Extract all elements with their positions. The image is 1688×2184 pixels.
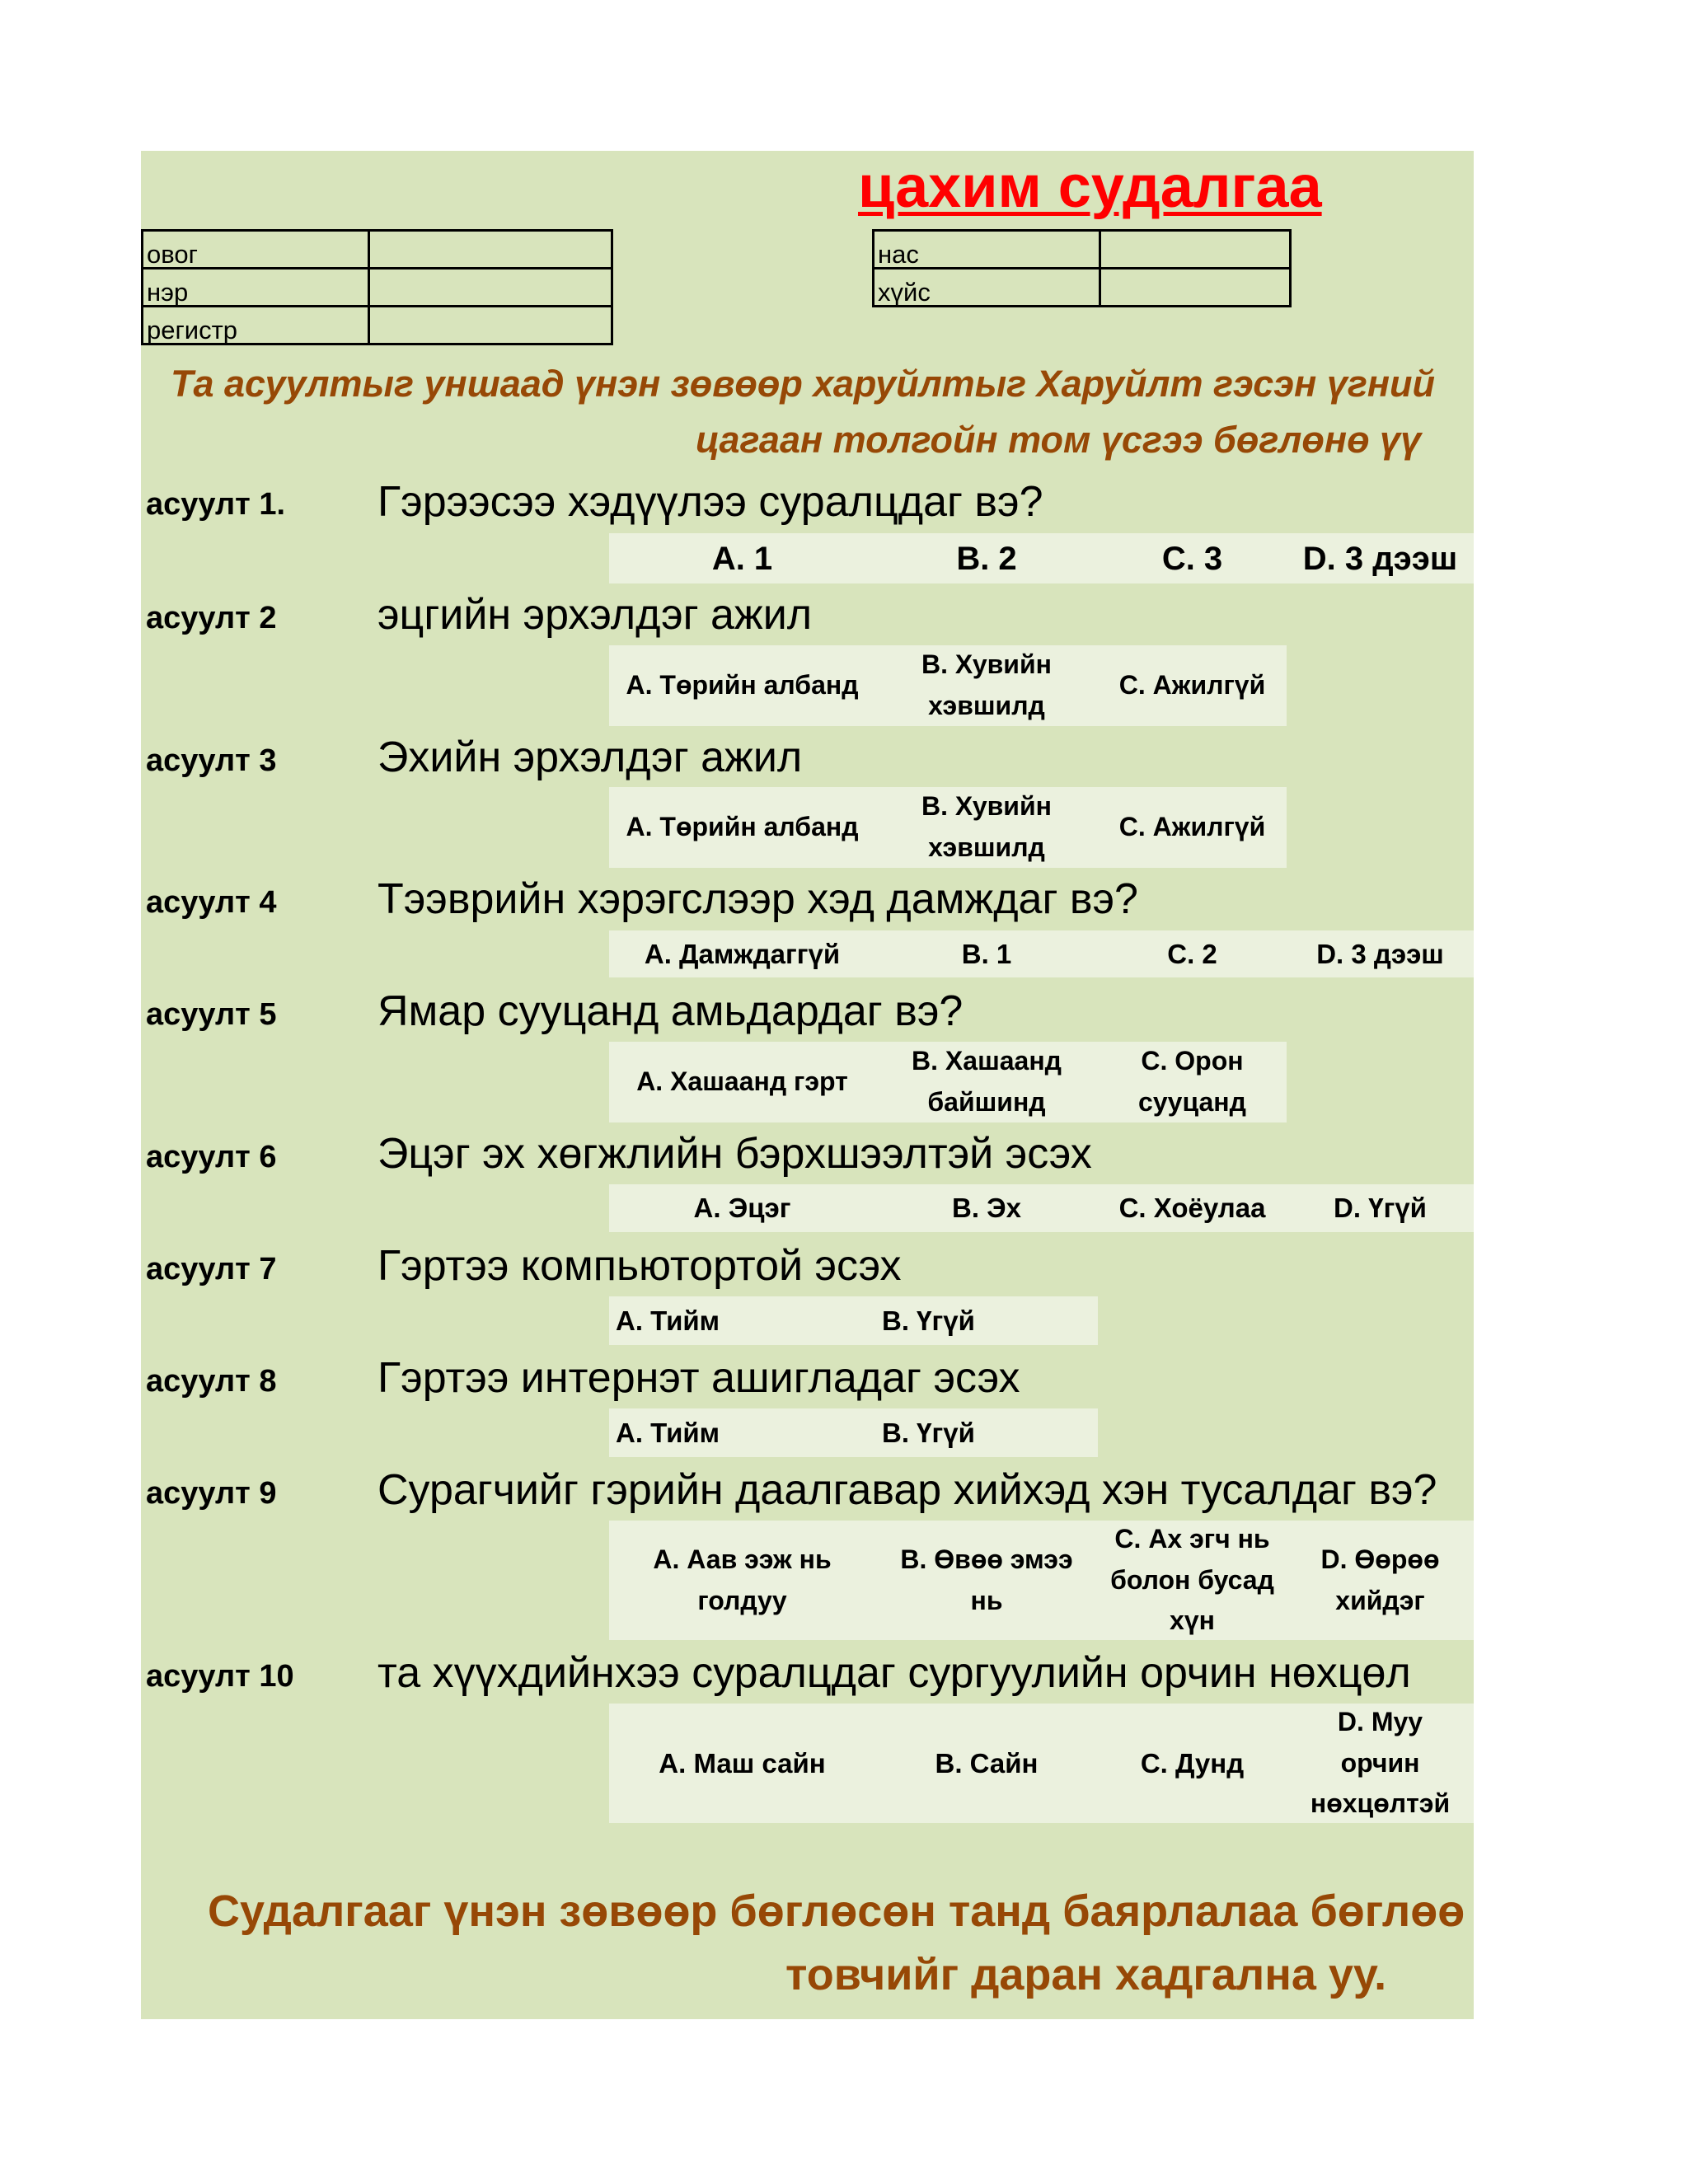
info-value-field[interactable] [369, 307, 612, 344]
option-c[interactable]: С. Ах эгч нь болон бусад хүн [1110, 1524, 1274, 1636]
question-7-label: асуулт 7 [146, 1252, 277, 1286]
info-label: регистр [143, 307, 369, 344]
option-b[interactable]: В. Үгүй [882, 1305, 975, 1336]
question-5-options [609, 1042, 1287, 1122]
option-b[interactable]: В. 1 [961, 938, 1012, 969]
info-row-khuis [874, 269, 1291, 307]
info-row-nas [874, 231, 1291, 269]
question-10-options [609, 1704, 1474, 1823]
info-value-field[interactable] [1100, 231, 1291, 269]
question-5-text: Ямар сууцанд амьдардаг вэ? [377, 987, 964, 1035]
option-d[interactable]: D. 3 дээш [1316, 938, 1444, 969]
question-6-options [609, 1184, 1474, 1232]
question-1-text: Гэрээсээ хэдүүлээ суралцдаг вэ? [377, 478, 1043, 526]
question-5-label: асуулт 5 [146, 997, 277, 1032]
question-1-options [609, 533, 1474, 583]
option-b[interactable]: В. Сайн [935, 1747, 1039, 1779]
question-4-options [609, 930, 1474, 977]
question-4-text: Тээврийн хэрэгслээр хэд дамждаг вэ? [377, 875, 1138, 923]
info-value-field[interactable] [369, 231, 612, 269]
option-d[interactable]: D. Өөрөө хийдэг [1320, 1544, 1440, 1615]
thanks-line-1: Судалгааг үнэн зөвөөр бөглөсөн танд баярлалаа бөглөө [208, 1886, 1465, 1936]
option-a[interactable]: А. Дамждаггүй [644, 938, 841, 969]
option-a[interactable]: А. Төрийн албанд [626, 812, 859, 842]
question-4-label: асуулт 4 [146, 885, 277, 920]
page-title: цахим судалгаа [858, 154, 1322, 220]
question-8-text: Гэртээ интернэт ашигладаг эсэх [377, 1354, 1020, 1402]
info-label: нас [874, 231, 1100, 269]
question-2-text: эцгийн эрхэлдэг ажил [377, 591, 813, 639]
question-3-text: Эхийн эрхэлдэг ажил [377, 733, 803, 781]
instruction-line-1: Та асуултыг уншаад үнэн зөвөөр харуйлтыг Харуйлт гэсэн үгний [171, 363, 1436, 405]
question-8-options [609, 1408, 1098, 1457]
option-b[interactable]: В. Үгүй [882, 1417, 975, 1448]
option-a[interactable]: А. Аав ээж нь голдуу [653, 1544, 832, 1615]
option-b[interactable]: В. Хувийн хэвшилд [921, 649, 1052, 720]
question-9-options [609, 1521, 1474, 1640]
question-1-label: асуулт 1. [146, 487, 286, 522]
option-d[interactable]: D. Муу орчин нөхцөлтэй [1310, 1707, 1451, 1819]
option-b[interactable]: В. Эх [952, 1193, 1021, 1224]
option-a[interactable]: А. Төрийн албанд [626, 670, 859, 701]
question-2-label: асуулт 2 [146, 601, 277, 635]
option-b[interactable]: В. Хувийн хэвшилд [921, 791, 1052, 862]
info-row-ner [143, 269, 612, 307]
option-a[interactable]: А. Тийм [616, 1305, 720, 1336]
question-3-label: асуулт 3 [146, 743, 277, 778]
thanks-line-2: товчийг даран хадгална уу. [785, 1950, 1387, 1999]
option-c[interactable]: С. Ажилгүй [1118, 812, 1266, 842]
info-row-register [143, 307, 612, 344]
survey-sheet [141, 151, 1474, 2019]
option-a[interactable]: А. Маш сайн [659, 1747, 826, 1779]
info-row-ovog [143, 231, 612, 269]
option-c[interactable]: С. Дунд [1140, 1747, 1245, 1779]
option-c[interactable]: С. Хоёулаа [1118, 1193, 1266, 1224]
option-c[interactable]: С. 2 [1167, 938, 1217, 969]
option-c[interactable]: С. Ажилгүй [1118, 670, 1266, 701]
question-3-options [609, 787, 1287, 868]
option-a[interactable]: А. Тийм [616, 1417, 720, 1448]
question-6-label: асуулт 6 [146, 1140, 277, 1174]
info-table-left [141, 229, 613, 345]
question-8-label: асуулт 8 [146, 1364, 277, 1399]
question-9-text: Сурагчийг гэрийн даалгавар хийхэд хэн тусалдаг вэ? [377, 1466, 1437, 1514]
question-7-options [609, 1296, 1098, 1345]
info-value-field[interactable] [1100, 269, 1291, 307]
info-label: овог [143, 231, 369, 269]
question-10-text: та хүүхдийнхээ суралцдаг сургуулийн орчин нөхцөл [377, 1649, 1411, 1697]
question-6-text: Эцэг эх хөгжлийн бэрхшээлтэй эсэх [377, 1130, 1092, 1178]
option-a[interactable]: А. Хашаанд гэрт [636, 1066, 848, 1097]
option-a[interactable]: А. 1 [711, 540, 773, 577]
info-label: хүйс [874, 269, 1100, 307]
question-10-label: асуулт 10 [146, 1659, 294, 1694]
question-2-options [609, 645, 1287, 726]
option-b[interactable]: В. Өвөө эмээ нь [900, 1544, 1073, 1615]
question-9-label: асуулт 9 [146, 1476, 277, 1511]
info-value-field[interactable] [369, 269, 612, 307]
info-label: нэр [143, 269, 369, 307]
option-a[interactable]: А. Эцэг [693, 1193, 791, 1224]
option-b[interactable]: В. 2 [956, 540, 1017, 577]
instruction-line-2: цагаан толгойн том үсгээ бөглөнө үү [696, 419, 1422, 461]
option-c[interactable]: С. Орон сууцанд [1138, 1046, 1246, 1117]
question-7-text: Гэртээ компьютортой эсэх [377, 1242, 902, 1290]
option-b[interactable]: В. Хашаанд байшинд [912, 1046, 1062, 1117]
info-table-right [872, 229, 1292, 307]
option-d[interactable]: D. 3 дээш [1302, 540, 1458, 577]
option-c[interactable]: С. 3 [1161, 540, 1223, 577]
option-d[interactable]: D. Үгүй [1334, 1193, 1427, 1224]
